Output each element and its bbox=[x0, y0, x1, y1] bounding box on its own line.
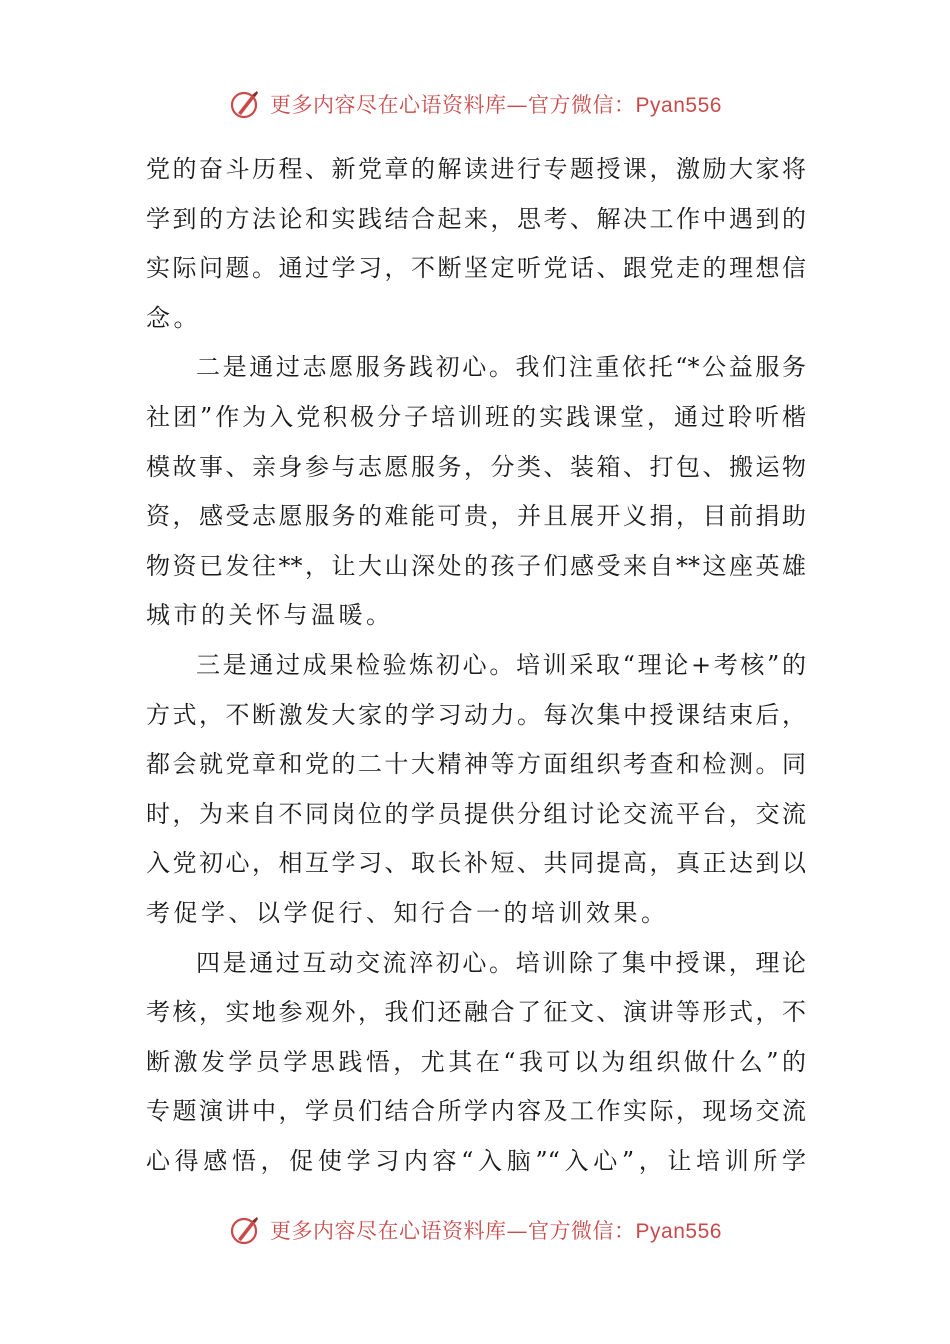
text-line: 二是通过志愿服务践初心。我们注重依托“*公益服务 bbox=[196, 353, 806, 382]
pen-circle-icon bbox=[228, 1213, 262, 1247]
text-line: 都会就党章和党的二十大精神等方面组织考查和检测。同 bbox=[146, 750, 806, 779]
text-line: 物资已发往**，让大山深处的孩子们感受来自**这座英雄 bbox=[146, 551, 806, 580]
header-banner bbox=[0, 84, 950, 124]
text-line: 时，为来自不同岗位的学员提供分组讨论交流平台，交流 bbox=[146, 799, 806, 828]
document-body bbox=[146, 145, 806, 1186]
text-line: 心得感悟，促使学习内容“入脑”“入心”，让培训所学 bbox=[146, 1146, 806, 1175]
text-line: 入党初心，相互学习、取长补短、共同提高，真正达到以 bbox=[146, 849, 806, 878]
text-line: 城市的关怀与温暖。 bbox=[146, 601, 394, 630]
text-line: 模故事、亲身参与志愿服务，分类、装箱、打包、搬运物 bbox=[146, 452, 806, 481]
text-line: 考促学、以学促行、知行合一的培训效果。 bbox=[146, 898, 669, 927]
text-line: 实际问题。通过学习，不断坚定听党话、跟党走的理想信 bbox=[146, 254, 806, 283]
pen-circle-icon bbox=[228, 87, 262, 121]
header-banner-text: 更多内容尽在心语资料库—官方微信：Pyan556 bbox=[270, 93, 722, 117]
text-line: 三是通过成果检验炼初心。培训采取“理论+考核”的 bbox=[196, 650, 806, 679]
text-line: 社团”作为入党积极分子培训班的实践课堂，通过聆听楷 bbox=[146, 402, 806, 431]
text-line: 断激发学员学思践悟，尤其在“我可以为组织做什么”的 bbox=[146, 1047, 806, 1076]
text-line: 资，感受志愿服务的难能可贵，并且展开义捐，目前捐助 bbox=[146, 502, 806, 531]
text-line: 四是通过互动交流淬初心。培训除了集中授课，理论 bbox=[196, 948, 806, 977]
text-line: 学到的方法论和实践结合起来，思考、解决工作中遇到的 bbox=[146, 204, 806, 233]
footer-banner-text: 更多内容尽在心语资料库—官方微信：Pyan556 bbox=[270, 1219, 722, 1243]
footer-banner bbox=[0, 1210, 950, 1250]
text-line: 考核，实地参观外，我们还融合了征文、演讲等形式，不 bbox=[146, 998, 806, 1027]
text-line: 念。 bbox=[146, 303, 201, 332]
text-line: 方式，不断激发大家的学习动力。每次集中授课结束后， bbox=[146, 700, 806, 729]
text-line: 专题演讲中，学员们结合所学内容及工作实际，现场交流 bbox=[146, 1097, 806, 1126]
text-line: 党的奋斗历程、新党章的解读进行专题授课，激励大家将 bbox=[146, 155, 806, 183]
